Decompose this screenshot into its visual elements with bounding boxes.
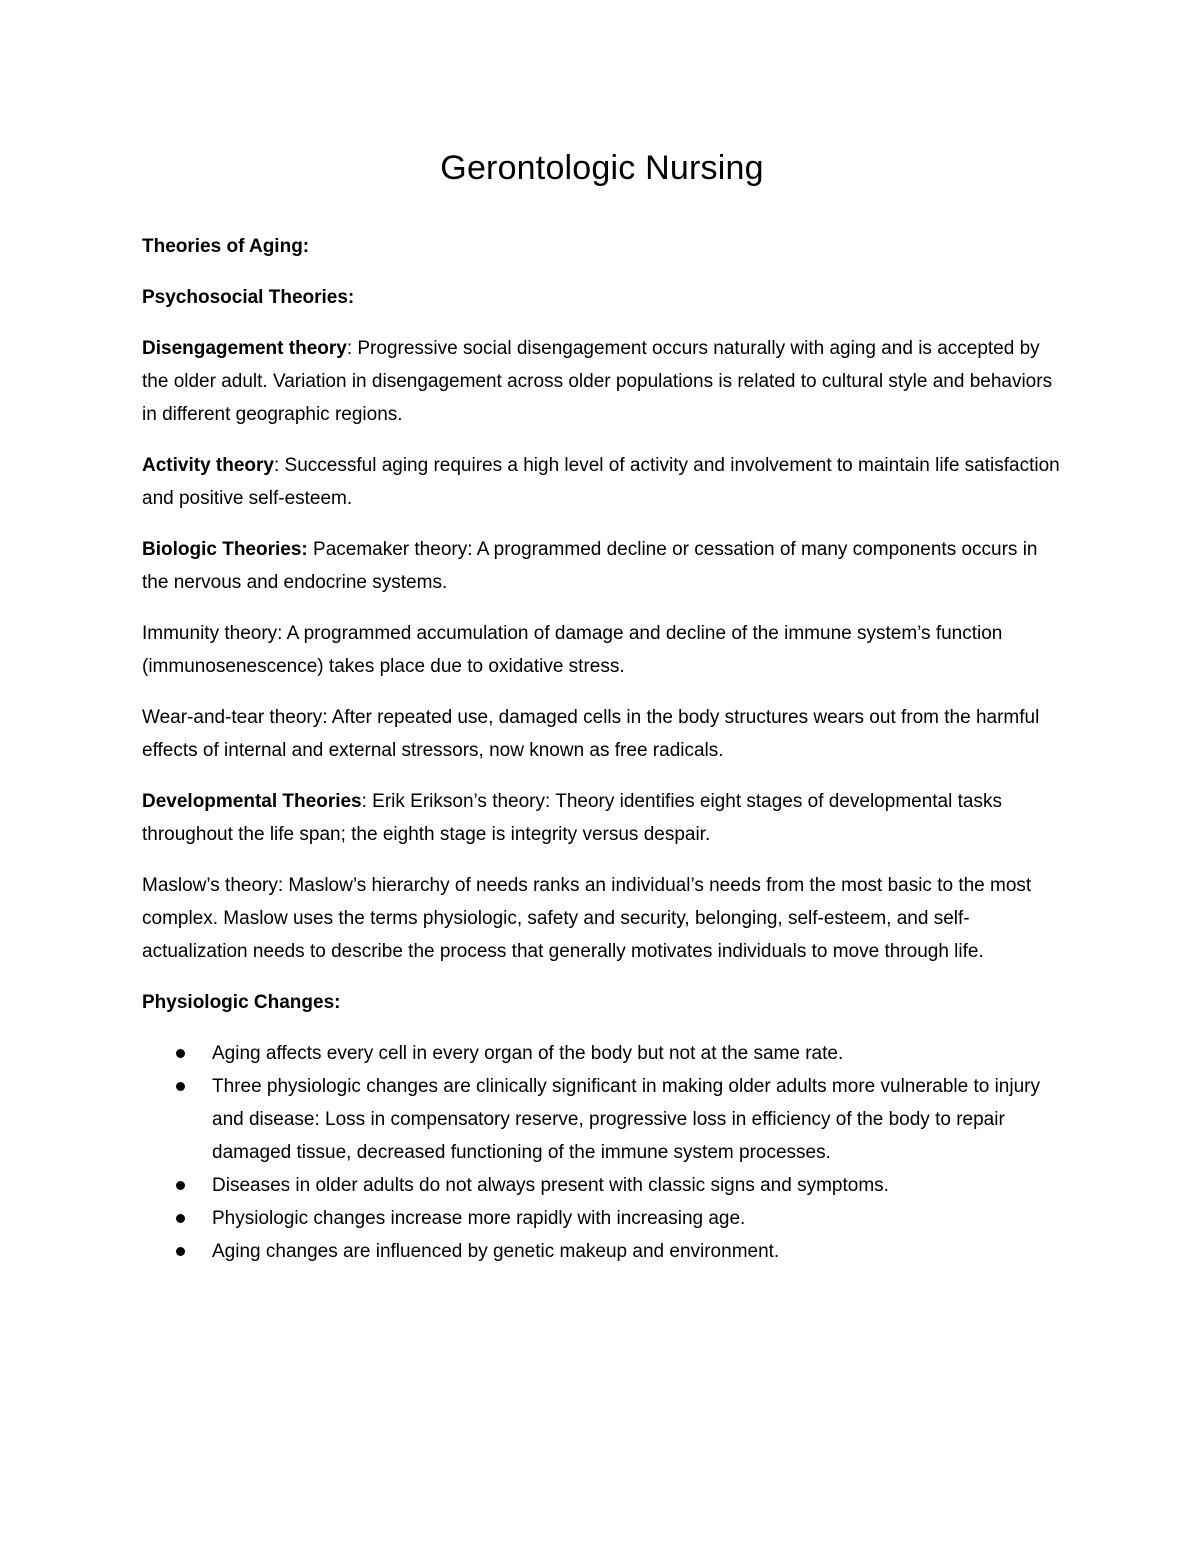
- paragraph-text: Immunity theory: A programmed accumulation of damage and decline of the immune system’s function (immunosenescence) takes place due to oxidative stress.: [142, 623, 1003, 677]
- paragraph-term: Developmental Theories: [142, 791, 362, 812]
- paragraph-text: : Successful aging requires a high level of activity and involvement to maintain life satisfaction and positive self-esteem.: [142, 455, 1060, 509]
- theories-of-aging-heading: Theories of Aging:: [142, 236, 310, 257]
- document-page: [142, 142, 1062, 1268]
- paragraph-text: Maslow’s theory: Maslow’s hierarchy of needs ranks an individual’s needs from the most basic to the most complex. Maslow uses the terms physiologic, safety and security, belonging, self-esteem, and self-actualization needs to describe the process that generally motivates individuals to move through life.: [142, 875, 1032, 962]
- paragraph-maslow-theory: [142, 869, 1062, 968]
- list-item: [142, 1070, 1062, 1169]
- bullet-icon: [176, 1082, 185, 1091]
- paragraph-biologic-theories: [142, 533, 1062, 599]
- list-item: [142, 1037, 1062, 1070]
- physiologic-changes-list: [142, 1037, 1062, 1268]
- list-item-text: Physiologic changes increase more rapidly with increasing age.: [212, 1208, 746, 1229]
- list-item-text: Aging affects every cell in every organ of the body but not at the same rate.: [212, 1043, 844, 1064]
- paragraph-text: Pacemaker theory: A programmed decline or cessation of many components occurs in the nervous and endocrine systems.: [142, 539, 1038, 593]
- list-item: [142, 1169, 1062, 1202]
- paragraph-term: Activity theory: [142, 455, 274, 476]
- paragraph-wear-and-tear-theory: [142, 701, 1062, 767]
- paragraph-activity-theory: [142, 449, 1062, 515]
- paragraph-term: Disengagement theory: [142, 338, 347, 359]
- psychosocial-theories-heading: Psychosocial Theories:: [142, 287, 355, 308]
- list-item-text: Aging changes are influenced by genetic makeup and environment.: [212, 1241, 780, 1262]
- paragraph-developmental-theories: [142, 785, 1062, 851]
- paragraph-disengagement-theory: [142, 332, 1062, 431]
- paragraph-text: : Progressive social disengagement occurs naturally with aging and is accepted by the older adult. Variation in disengagement across older populations is related to cultural style and behaviors in different geographic regions.: [142, 338, 1053, 425]
- list-item: [142, 1235, 1062, 1268]
- list-item-text: Three physiologic changes are clinically significant in making older adults more vulnerable to injury and disease: Loss in compensatory reserve, progressive loss in efficiency of the body to repair damaged tissue, decreased functioning of the immune system processes.: [212, 1076, 1040, 1163]
- physiologic-changes-heading: Physiologic Changes:: [142, 992, 341, 1013]
- bullet-icon: [176, 1181, 185, 1190]
- list-item: [142, 1202, 1062, 1235]
- paragraph-immunity-theory: [142, 617, 1062, 683]
- paragraph-text: Wear-and-tear theory: After repeated use, damaged cells in the body structures wears out from the harmful effects of internal and external stressors, now known as free radicals.: [142, 707, 1040, 761]
- paragraph-term: Biologic Theories:: [142, 539, 308, 560]
- bullet-icon: [176, 1214, 185, 1223]
- bullet-icon: [176, 1049, 185, 1058]
- list-item-text: Diseases in older adults do not always present with classic signs and symptoms.: [212, 1175, 889, 1196]
- paragraph-text: : Erik Erikson’s theory: Theory identifies eight stages of developmental tasks throughout the life span; the eighth stage is integrity versus despair.: [142, 791, 1002, 845]
- bullet-icon: [176, 1247, 185, 1256]
- page-title: Gerontologic Nursing: [440, 149, 764, 187]
